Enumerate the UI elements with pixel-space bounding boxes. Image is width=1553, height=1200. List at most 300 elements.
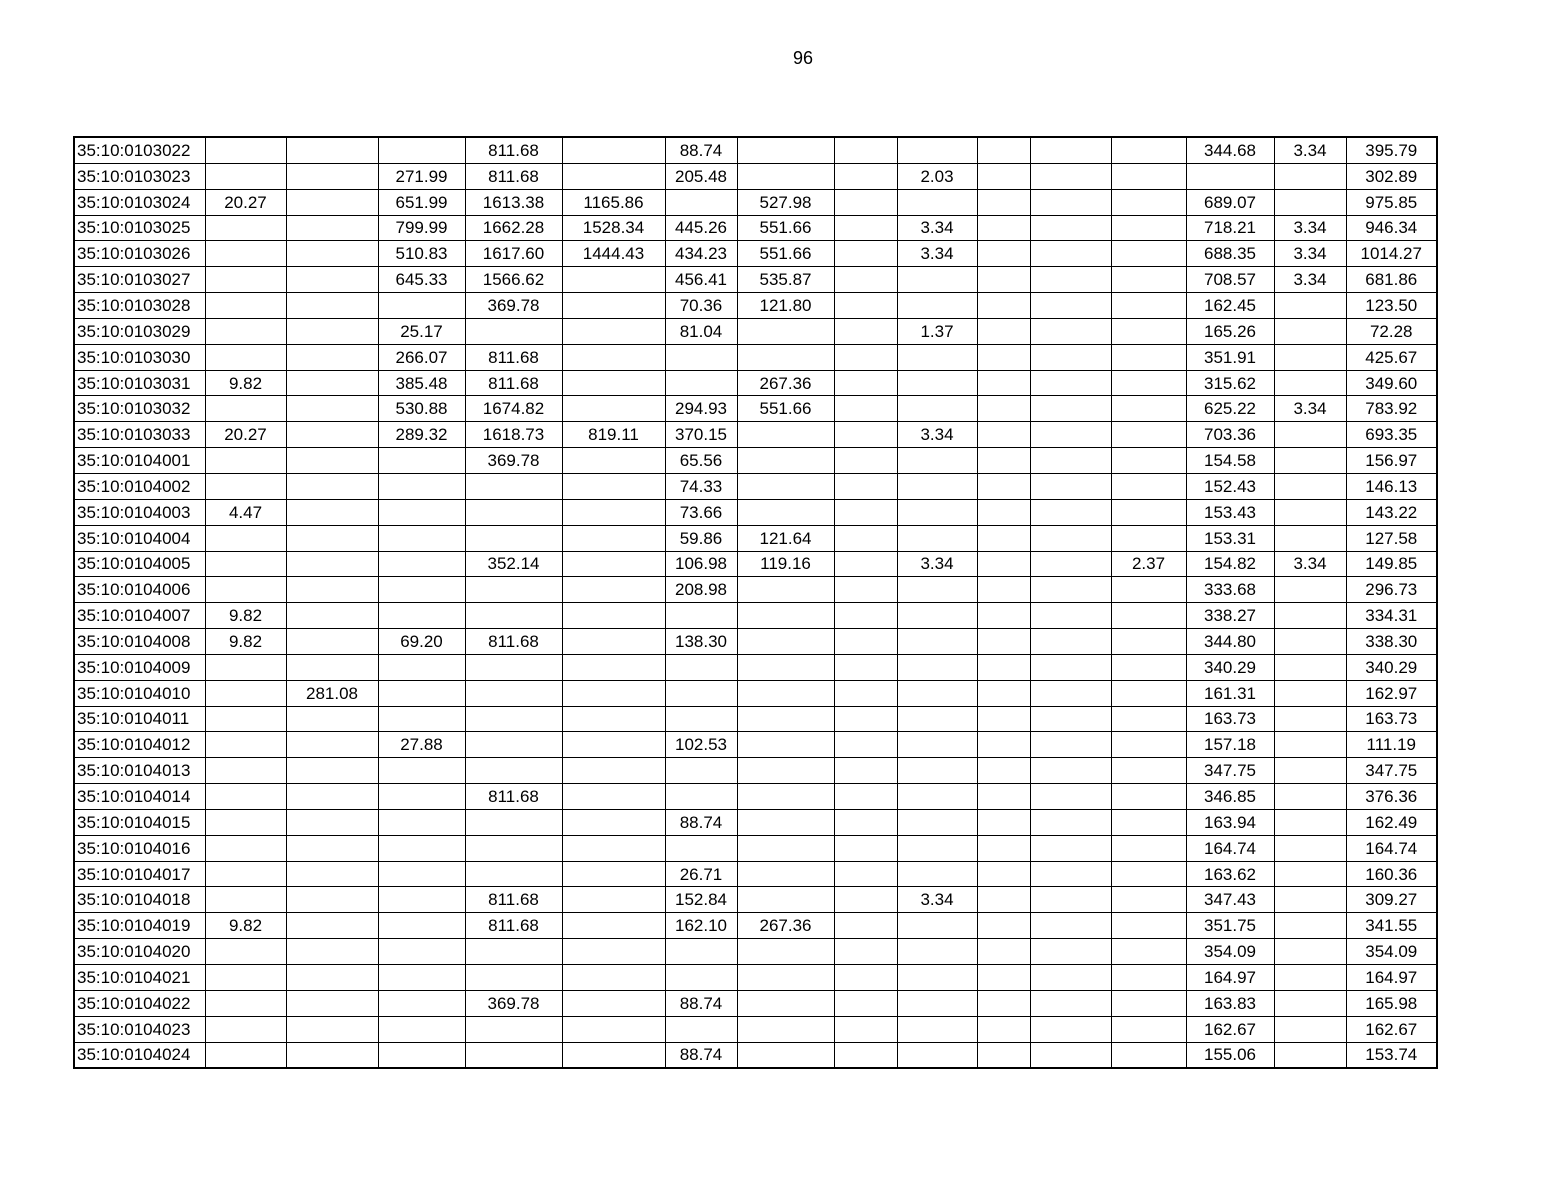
- parcel-id-cell: 35:10:0104003: [74, 499, 205, 525]
- table-row: [74, 163, 1437, 189]
- table-cell: [897, 835, 977, 861]
- table-cell: [286, 809, 378, 835]
- table-cell: [977, 887, 1030, 913]
- table-cell: 162.67: [1186, 1016, 1274, 1042]
- parcel-id-cell: 35:10:0103027: [74, 267, 205, 293]
- table-cell: 811.68: [465, 913, 562, 939]
- table-cell: 9.82: [205, 629, 286, 655]
- table-cell: [897, 784, 977, 810]
- table-cell: [1111, 1016, 1186, 1042]
- table-cell: 281.08: [286, 680, 378, 706]
- parcel-id-cell: 35:10:0104009: [74, 654, 205, 680]
- table-cell: [977, 525, 1030, 551]
- table-cell: [205, 293, 286, 319]
- table-cell: [1274, 422, 1346, 448]
- table-cell: 1014.27: [1346, 241, 1437, 267]
- table-cell: [1111, 603, 1186, 629]
- table-cell: [205, 525, 286, 551]
- table-cell: 341.55: [1346, 913, 1437, 939]
- table-cell: 718.21: [1186, 215, 1274, 241]
- table-cell: [1274, 732, 1346, 758]
- table-cell: [378, 1016, 465, 1042]
- table-cell: 267.36: [737, 913, 834, 939]
- table-cell: [1274, 603, 1346, 629]
- table-cell: [1030, 448, 1111, 474]
- table-cell: [737, 706, 834, 732]
- table-cell: 346.85: [1186, 784, 1274, 810]
- table-cell: [1030, 318, 1111, 344]
- table-cell: 296.73: [1346, 577, 1437, 603]
- table-cell: [562, 680, 665, 706]
- table-cell: [465, 758, 562, 784]
- table-cell: [378, 887, 465, 913]
- table-cell: 65.56: [665, 448, 737, 474]
- table-row: [74, 499, 1437, 525]
- table-cell: [465, 1016, 562, 1042]
- table-cell: 811.68: [465, 163, 562, 189]
- table-cell: 153.43: [1186, 499, 1274, 525]
- data-table: [73, 136, 1438, 1069]
- table-cell: 72.28: [1346, 318, 1437, 344]
- table-cell: [1030, 1016, 1111, 1042]
- table-cell: [378, 939, 465, 965]
- table-cell: [977, 499, 1030, 525]
- table-cell: 163.83: [1186, 990, 1274, 1016]
- table-cell: [1111, 577, 1186, 603]
- table-row: [74, 1016, 1437, 1042]
- table-cell: [897, 1042, 977, 1068]
- table-cell: 119.16: [737, 551, 834, 577]
- table-cell: [562, 473, 665, 499]
- table-cell: [834, 654, 897, 680]
- table-cell: [1111, 215, 1186, 241]
- parcel-id-cell: 35:10:0104006: [74, 577, 205, 603]
- table-row: [74, 577, 1437, 603]
- table-cell: [665, 939, 737, 965]
- table-cell: [286, 396, 378, 422]
- parcel-id-cell: 35:10:0104015: [74, 809, 205, 835]
- table-cell: [834, 680, 897, 706]
- table-cell: 162.10: [665, 913, 737, 939]
- table-cell: [665, 603, 737, 629]
- table-cell: [562, 913, 665, 939]
- table-cell: [205, 163, 286, 189]
- table-cell: [286, 137, 378, 163]
- table-cell: 1528.34: [562, 215, 665, 241]
- table-cell: [1274, 939, 1346, 965]
- table-cell: [737, 861, 834, 887]
- parcel-id-cell: 35:10:0104024: [74, 1042, 205, 1068]
- table-cell: [1030, 370, 1111, 396]
- table-cell: [897, 189, 977, 215]
- table-cell: [977, 267, 1030, 293]
- table-cell: [205, 732, 286, 758]
- table-cell: [665, 654, 737, 680]
- table-cell: 208.98: [665, 577, 737, 603]
- table-cell: [1111, 835, 1186, 861]
- table-cell: 340.29: [1346, 654, 1437, 680]
- table-cell: [977, 965, 1030, 991]
- table-cell: [897, 706, 977, 732]
- table-cell: [205, 344, 286, 370]
- table-row: [74, 318, 1437, 344]
- table-cell: [665, 344, 737, 370]
- table-cell: [1111, 318, 1186, 344]
- parcel-id-cell: 35:10:0104002: [74, 473, 205, 499]
- parcel-id-cell: 35:10:0104012: [74, 732, 205, 758]
- parcel-id-cell: 35:10:0103028: [74, 293, 205, 319]
- table-cell: [1186, 163, 1274, 189]
- table-cell: [834, 422, 897, 448]
- table-cell: [205, 1042, 286, 1068]
- table-cell: [378, 654, 465, 680]
- table-cell: [562, 758, 665, 784]
- table-row: [74, 525, 1437, 551]
- table-cell: [286, 499, 378, 525]
- table-cell: [286, 758, 378, 784]
- table-cell: [665, 965, 737, 991]
- table-cell: [834, 732, 897, 758]
- table-cell: [1030, 965, 1111, 991]
- table-cell: 164.74: [1186, 835, 1274, 861]
- table-cell: [1274, 189, 1346, 215]
- table-cell: 163.73: [1346, 706, 1437, 732]
- table-cell: [562, 137, 665, 163]
- table-cell: [465, 473, 562, 499]
- table-cell: [897, 267, 977, 293]
- parcel-id-cell: 35:10:0103023: [74, 163, 205, 189]
- table-cell: 811.68: [465, 784, 562, 810]
- table-cell: [1111, 293, 1186, 319]
- table-cell: [1274, 344, 1346, 370]
- table-cell: [378, 551, 465, 577]
- table-cell: [286, 784, 378, 810]
- table-cell: 289.32: [378, 422, 465, 448]
- table-cell: [286, 1042, 378, 1068]
- table-cell: [1274, 654, 1346, 680]
- table-cell: [378, 137, 465, 163]
- table-cell: [1030, 137, 1111, 163]
- table-cell: [665, 680, 737, 706]
- table-cell: [834, 344, 897, 370]
- table-cell: [1111, 887, 1186, 913]
- table-cell: 340.29: [1186, 654, 1274, 680]
- table-cell: [977, 577, 1030, 603]
- table-cell: [834, 448, 897, 474]
- parcel-id-cell: 35:10:0103030: [74, 344, 205, 370]
- parcel-id-cell: 35:10:0103029: [74, 318, 205, 344]
- table-cell: [897, 809, 977, 835]
- table-cell: [834, 603, 897, 629]
- table-cell: [286, 318, 378, 344]
- table-cell: [562, 163, 665, 189]
- table-cell: 946.34: [1346, 215, 1437, 241]
- table-cell: 347.75: [1346, 758, 1437, 784]
- table-cell: 352.14: [465, 551, 562, 577]
- table-cell: [977, 913, 1030, 939]
- table-cell: [897, 577, 977, 603]
- table-cell: [737, 990, 834, 1016]
- table-cell: [1030, 163, 1111, 189]
- table-cell: 3.34: [1274, 396, 1346, 422]
- table-cell: [977, 293, 1030, 319]
- table-cell: [1111, 1042, 1186, 1068]
- table-cell: [1030, 809, 1111, 835]
- table-cell: [737, 965, 834, 991]
- table-cell: [737, 887, 834, 913]
- table-body: [74, 137, 1437, 1068]
- table-cell: 152.43: [1186, 473, 1274, 499]
- table-cell: 3.34: [897, 887, 977, 913]
- table-cell: 369.78: [465, 990, 562, 1016]
- table-cell: 74.33: [665, 473, 737, 499]
- table-cell: [897, 990, 977, 1016]
- table-cell: [562, 706, 665, 732]
- table-cell: [1030, 913, 1111, 939]
- parcel-id-cell: 35:10:0104016: [74, 835, 205, 861]
- table-cell: [977, 732, 1030, 758]
- table-cell: [834, 267, 897, 293]
- table-cell: [1274, 577, 1346, 603]
- table-cell: 625.22: [1186, 396, 1274, 422]
- table-cell: [465, 835, 562, 861]
- table-cell: [1274, 163, 1346, 189]
- table-cell: 689.07: [1186, 189, 1274, 215]
- table-cell: [1274, 913, 1346, 939]
- table-cell: 88.74: [665, 137, 737, 163]
- table-cell: 351.75: [1186, 913, 1274, 939]
- table-cell: 70.36: [665, 293, 737, 319]
- table-cell: [1030, 189, 1111, 215]
- table-cell: [465, 577, 562, 603]
- table-cell: [286, 473, 378, 499]
- table-cell: [737, 732, 834, 758]
- table-cell: [562, 499, 665, 525]
- parcel-id-cell: 35:10:0104014: [74, 784, 205, 810]
- table-cell: [1030, 422, 1111, 448]
- table-cell: 81.04: [665, 318, 737, 344]
- table-cell: [834, 887, 897, 913]
- table-cell: 1.37: [897, 318, 977, 344]
- table-cell: [205, 861, 286, 887]
- table-cell: [205, 835, 286, 861]
- table-cell: [562, 318, 665, 344]
- table-cell: 3.34: [897, 422, 977, 448]
- table-cell: [834, 706, 897, 732]
- table-cell: 338.27: [1186, 603, 1274, 629]
- table-cell: [1111, 861, 1186, 887]
- table-cell: 535.87: [737, 267, 834, 293]
- parcel-id-cell: 35:10:0104010: [74, 680, 205, 706]
- table-cell: [977, 137, 1030, 163]
- table-cell: [834, 913, 897, 939]
- table-cell: 163.94: [1186, 809, 1274, 835]
- table-cell: [737, 758, 834, 784]
- table-cell: 1613.38: [465, 189, 562, 215]
- table-cell: [1030, 396, 1111, 422]
- table-cell: [205, 396, 286, 422]
- table-cell: 510.83: [378, 241, 465, 267]
- table-cell: [1030, 887, 1111, 913]
- table-cell: 1165.86: [562, 189, 665, 215]
- table-cell: [977, 1042, 1030, 1068]
- table-cell: [977, 163, 1030, 189]
- table-cell: [1030, 577, 1111, 603]
- table-row: [74, 965, 1437, 991]
- table-cell: [834, 861, 897, 887]
- table-cell: [737, 784, 834, 810]
- table-cell: [834, 577, 897, 603]
- table-cell: 530.88: [378, 396, 465, 422]
- table-cell: [378, 784, 465, 810]
- table-cell: [1111, 137, 1186, 163]
- table-cell: [205, 448, 286, 474]
- table-cell: 121.64: [737, 525, 834, 551]
- table-cell: 3.34: [897, 241, 977, 267]
- table-cell: 369.78: [465, 293, 562, 319]
- table-cell: 338.30: [1346, 629, 1437, 655]
- table-cell: [1111, 370, 1186, 396]
- table-cell: [1030, 603, 1111, 629]
- table-row: [74, 215, 1437, 241]
- table-cell: [1030, 680, 1111, 706]
- table-cell: [834, 396, 897, 422]
- table-cell: [562, 1042, 665, 1068]
- table-cell: [562, 629, 665, 655]
- table-cell: [286, 163, 378, 189]
- table-cell: 354.09: [1346, 939, 1437, 965]
- table-cell: [286, 965, 378, 991]
- table-cell: [286, 732, 378, 758]
- table-cell: 162.49: [1346, 809, 1437, 835]
- parcel-id-cell: 35:10:0103031: [74, 370, 205, 396]
- table-cell: [1111, 629, 1186, 655]
- table-cell: [378, 990, 465, 1016]
- table-cell: [465, 965, 562, 991]
- table-cell: [378, 577, 465, 603]
- table-cell: 3.34: [1274, 137, 1346, 163]
- parcel-id-cell: 35:10:0104021: [74, 965, 205, 991]
- table-cell: [897, 965, 977, 991]
- table-cell: [897, 137, 977, 163]
- table-cell: 155.06: [1186, 1042, 1274, 1068]
- table-cell: [1111, 965, 1186, 991]
- table-cell: [205, 758, 286, 784]
- table-cell: [562, 809, 665, 835]
- table-cell: [286, 448, 378, 474]
- table-cell: [977, 629, 1030, 655]
- table-cell: [977, 241, 1030, 267]
- table-cell: [378, 809, 465, 835]
- table-cell: 799.99: [378, 215, 465, 241]
- table-cell: [1274, 965, 1346, 991]
- table-cell: [1274, 835, 1346, 861]
- table-cell: 385.48: [378, 370, 465, 396]
- table-cell: 20.27: [205, 422, 286, 448]
- table-cell: 20.27: [205, 189, 286, 215]
- table-cell: [834, 809, 897, 835]
- table-cell: 163.73: [1186, 706, 1274, 732]
- table-cell: [977, 473, 1030, 499]
- table-cell: 163.62: [1186, 861, 1274, 887]
- table-cell: 111.19: [1346, 732, 1437, 758]
- table-cell: [1111, 189, 1186, 215]
- table-cell: [378, 293, 465, 319]
- table-cell: [465, 680, 562, 706]
- table-cell: [286, 939, 378, 965]
- table-cell: [1111, 732, 1186, 758]
- table-cell: [562, 267, 665, 293]
- table-cell: 123.50: [1346, 293, 1437, 319]
- table-cell: 708.57: [1186, 267, 1274, 293]
- table-cell: [737, 603, 834, 629]
- table-cell: 266.07: [378, 344, 465, 370]
- table-cell: [897, 939, 977, 965]
- table-cell: [378, 448, 465, 474]
- table-cell: [977, 318, 1030, 344]
- table-cell: 811.68: [465, 629, 562, 655]
- table-cell: 160.36: [1346, 861, 1437, 887]
- table-cell: [378, 861, 465, 887]
- table-cell: [1030, 293, 1111, 319]
- table-cell: [977, 396, 1030, 422]
- table-cell: [897, 654, 977, 680]
- table-cell: [1274, 758, 1346, 784]
- table-cell: [1111, 344, 1186, 370]
- parcel-id-cell: 35:10:0104001: [74, 448, 205, 474]
- table-cell: [897, 758, 977, 784]
- table-cell: [1030, 784, 1111, 810]
- table-cell: [1030, 939, 1111, 965]
- table-cell: [977, 990, 1030, 1016]
- table-cell: [977, 680, 1030, 706]
- table-cell: [1030, 835, 1111, 861]
- table-cell: [1274, 1042, 1346, 1068]
- table-cell: [737, 473, 834, 499]
- table-cell: [465, 939, 562, 965]
- table-cell: [205, 990, 286, 1016]
- table-row: [74, 990, 1437, 1016]
- table-row: [74, 267, 1437, 293]
- table-cell: 1444.43: [562, 241, 665, 267]
- table-cell: 138.30: [665, 629, 737, 655]
- table-cell: [1274, 629, 1346, 655]
- table-cell: [737, 1042, 834, 1068]
- table-cell: [1111, 913, 1186, 939]
- table-row: [74, 1042, 1437, 1068]
- table-cell: [737, 577, 834, 603]
- table-cell: [834, 163, 897, 189]
- table-cell: [737, 835, 834, 861]
- table-cell: [378, 913, 465, 939]
- table-cell: 551.66: [737, 396, 834, 422]
- table-cell: [834, 525, 897, 551]
- table-cell: [737, 939, 834, 965]
- table-cell: [1274, 784, 1346, 810]
- table-cell: 347.75: [1186, 758, 1274, 784]
- table-cell: [1274, 861, 1346, 887]
- table-cell: 344.68: [1186, 137, 1274, 163]
- table-cell: [1111, 267, 1186, 293]
- table-cell: 819.11: [562, 422, 665, 448]
- table-row: [74, 396, 1437, 422]
- table-cell: [1111, 499, 1186, 525]
- table-row: [74, 137, 1437, 163]
- table-cell: [737, 654, 834, 680]
- table-cell: [834, 629, 897, 655]
- table-cell: 811.68: [465, 370, 562, 396]
- table-cell: 102.53: [665, 732, 737, 758]
